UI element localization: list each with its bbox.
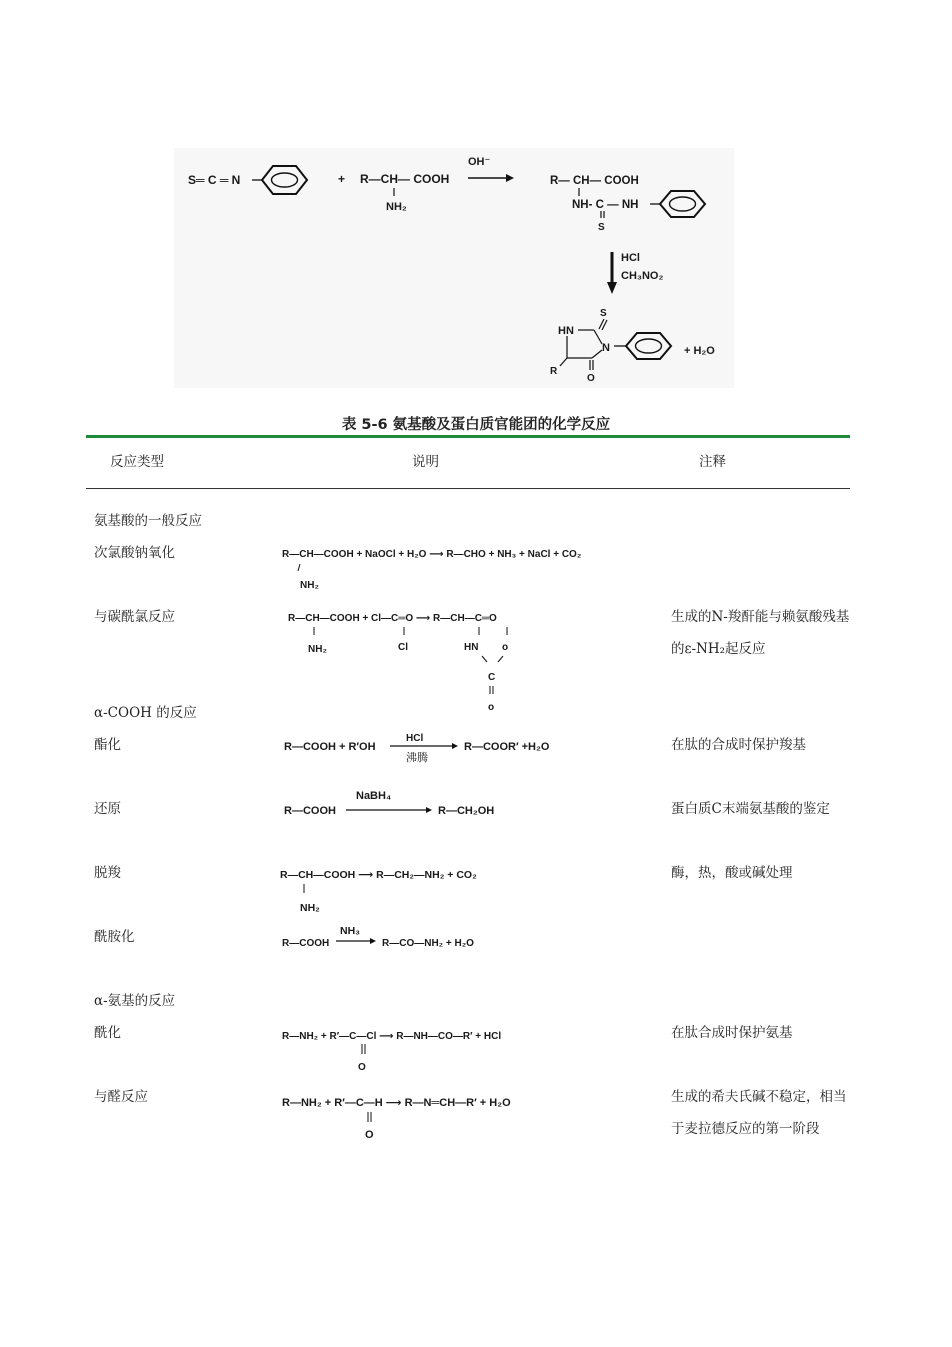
equation-reduce-reagent: NaBH₄: [356, 790, 392, 802]
equation-phosgene-o2: o: [488, 702, 495, 713]
table-top-rule: [86, 435, 850, 438]
reagent-isothiocyanate: S═ C ═ N: [188, 173, 241, 187]
equation-naocl-main: R—CH—COOH + NaOCl + H₂O ⟶ R—CHO + NH₃ + NaCl + CO₂: [282, 549, 582, 560]
row-note-phosgene: 生成的N-羧酐能与赖氨酸残基的ε-NH₂起反应: [671, 609, 850, 657]
equation-phosgene-nh2: NH₂: [308, 644, 327, 655]
equation-acylation-drawing: [276, 1024, 556, 1076]
equation-phosgene-main: R—CH—COOH + Cl—C═O ⟶ R—CH—C═O: [288, 613, 497, 624]
equation-decarboxylation-drawing: [276, 862, 576, 918]
ring-r: R: [550, 366, 558, 377]
row-type-esterification: 酯化: [94, 737, 121, 753]
equation-acyl-main: R—NH₂ + R′—C—Cl ⟶ R—NH—CO—R′ + HCl: [282, 1031, 502, 1042]
amino-acid-formula: R—CH— COOH: [360, 172, 450, 186]
section-cooh-reactions: α-COOH 的反应: [94, 705, 197, 721]
ring-oxygen: O: [587, 373, 595, 384]
equation-aldehyde-oxygen: O: [365, 1129, 374, 1141]
header-reaction-type: 反应类型: [110, 454, 164, 470]
equation-reduction-drawing: [276, 784, 536, 824]
row-type-phosgene: 与碳酰氯反应: [94, 609, 175, 625]
equation-aldehyde: [276, 1088, 556, 1148]
product-mid-line: NH- C — NH: [572, 199, 639, 211]
equation-amide-reagent: NH₃: [340, 925, 361, 937]
equation-acyl-oxygen: O: [358, 1062, 366, 1073]
equation-reduce-right: R—CH₂OH: [438, 805, 495, 817]
section-amino-reactions: α-氨基的反应: [94, 993, 176, 1009]
equation-esterification: [276, 728, 576, 772]
equation-aldehyde-main: R—NH₂ + R′—C—H ⟶ R—N═CH—R′ + H₂O: [282, 1097, 511, 1109]
equation-ester-right: R—COOR′ +H₂O: [464, 741, 550, 753]
equation-acylation: [276, 1024, 556, 1080]
plus-sign: +: [338, 172, 346, 186]
ring-hn: HN: [558, 325, 574, 337]
header-bottom-rule: [86, 488, 850, 489]
equation-phosgene-c: C: [488, 672, 496, 683]
equation-phosgene: [276, 604, 556, 718]
row-type-naocl: 次氯酸钠氧化: [94, 545, 175, 561]
ring-sulfur: S: [600, 308, 607, 319]
equation-amidation-drawing: [276, 920, 516, 956]
equation-amide-left: R—COOH: [282, 938, 330, 949]
ring-n: N: [602, 342, 610, 354]
equation-ester-condition: 沸腾: [406, 751, 428, 764]
row-note-acylation: 在肽合成时保护氨基: [671, 1025, 793, 1041]
product-sulfur: S: [598, 222, 605, 233]
equation-esterification-drawing: [276, 728, 576, 768]
equation-decarb-main: R—CH—COOH ⟶ R—CH₂—NH₂ + CO₂: [280, 869, 477, 881]
row-note-reduction: 蛋白质C末端氨基酸的鉴定: [671, 801, 830, 817]
header-description: 说明: [412, 454, 439, 470]
row-note-decarboxylation: 酶，热，酸或碱处理: [671, 865, 793, 881]
equation-amidation: [276, 920, 516, 960]
reduce-arrow-icon: [426, 807, 432, 813]
row-type-aldehyde: 与醛反应: [94, 1089, 148, 1105]
equation-ester-left: R—COOH + R′OH: [284, 741, 376, 753]
equation-phosgene-drawing: [276, 604, 556, 714]
equation-reduction: [276, 784, 536, 828]
row-type-reduction: 还原: [94, 801, 121, 817]
amide-arrow-icon: [370, 938, 376, 944]
equation-decarboxylation: [276, 862, 576, 922]
row-type-amidation: 酰胺化: [94, 929, 135, 945]
equation-phosgene-o1: o: [502, 642, 509, 653]
row-note-aldehyde: 生成的希夫氏碱不稳定，相当于麦拉德反应的第一阶段: [671, 1089, 847, 1137]
equation-naocl: [276, 540, 636, 598]
ester-arrow-icon: [452, 743, 458, 749]
equation-ester-catalyst: HCl: [406, 733, 424, 744]
table-title: 表 5-6 氨基酸及蛋白质官能团的化学反应: [341, 417, 611, 433]
catalyst-oh: OH⁻: [468, 156, 491, 168]
equation-naocl-nh2: NH₂: [300, 580, 319, 591]
row-note-esterification: 在肽的合成时保护羧基: [671, 737, 806, 753]
equation-naocl-drawing: [276, 540, 636, 594]
section-general-reactions: 氨基酸的一般反应: [94, 513, 202, 529]
equation-phosgene-cl: Cl: [398, 642, 408, 653]
equation-decarb-nh2: NH₂: [300, 902, 320, 914]
product-top-line: R— CH— COOH: [550, 175, 639, 187]
edman-reaction-scheme: [174, 148, 734, 388]
water-product: + H₂O: [684, 345, 715, 357]
step2-ch3no2: CH₃NO₂: [621, 270, 664, 282]
edman-scheme-drawing: [174, 148, 734, 388]
row-type-acylation: 酰化: [94, 1025, 121, 1041]
header-notes: 注释: [699, 454, 726, 470]
step2-hcl: HCl: [621, 252, 640, 264]
row-type-decarboxylation: 脱羧: [94, 865, 121, 881]
equation-phosgene-hn: HN: [464, 642, 479, 653]
equation-reduce-left: R—COOH: [284, 805, 336, 817]
equation-aldehyde-drawing: [276, 1088, 556, 1144]
amino-acid-nh2: NH₂: [386, 201, 407, 213]
equation-amide-right: R—CO—NH₂ + H₂O: [382, 938, 474, 949]
